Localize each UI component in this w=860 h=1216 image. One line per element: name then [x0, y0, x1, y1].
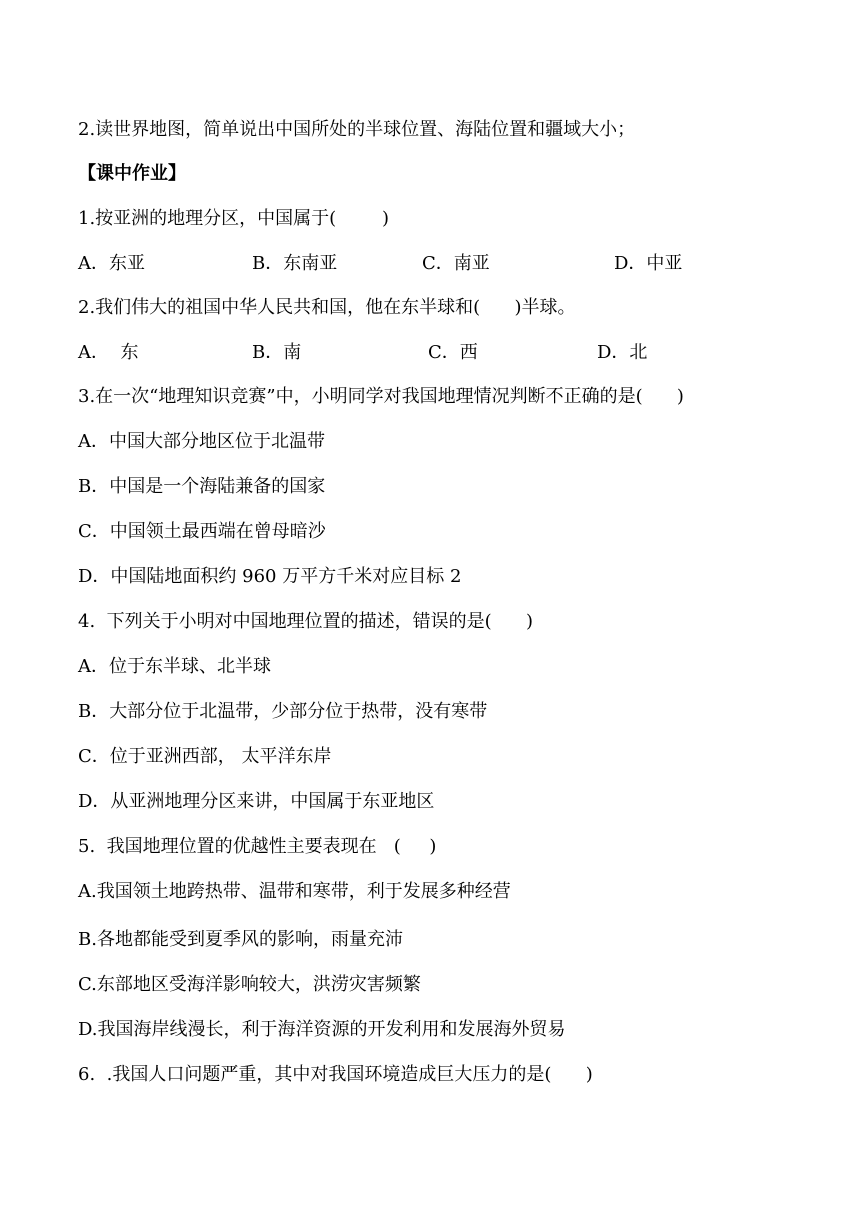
- question-4-option-a: A．位于东半球、北半球: [78, 656, 271, 677]
- question-5-text: 5. 我国地理位置的优越性主要表现在 ( ): [78, 836, 437, 857]
- question-2-options: [78, 341, 648, 365]
- question-1-text: 1.按亚洲的地理分区，中国属于( ): [78, 208, 389, 229]
- question-2-option-a: A． 东: [78, 342, 139, 363]
- question-3-option-d: D．中国陆地面积约 960 万平方千米对应目标 2: [78, 566, 462, 587]
- question-4-text: 4. 下列关于小明对中国地理位置的描述，错误的是( ): [78, 611, 533, 632]
- question-4-option-c: C．位于亚洲西部， 太平洋东岸: [78, 746, 332, 767]
- question-2-option-b: B．南: [252, 342, 302, 363]
- question-3-text: 3.在一次“地理知识竞赛”中，小明同学对我国地理情况判断不正确的是( ): [78, 386, 684, 407]
- question-5-option-a: A.我国领土地跨热带、温带和寒带，利于发展多种经营: [78, 881, 511, 902]
- question-1-option-b: B．东南亚: [252, 253, 338, 274]
- question-1-option-a: A．东亚: [78, 253, 145, 274]
- question-2-option-d: D．北: [597, 342, 648, 363]
- question-4-option-d: D．从亚洲地理分区来讲，中国属于东亚地区: [78, 791, 435, 812]
- question-5-option-c: C.东部地区受海洋影响较大，洪涝灾害频繁: [78, 974, 421, 995]
- question-3-option-b: B．中国是一个海陆兼备的国家: [78, 476, 326, 497]
- question-5-option-b: B.各地都能受到夏季风的影响，雨量充沛: [78, 929, 403, 950]
- question-3-option-a: A．中国大部分地区位于北温带: [78, 431, 325, 452]
- question-1-option-d: D．中亚: [614, 253, 683, 274]
- question-4-option-b: B．大部分位于北温带，少部分位于热带，没有寒带: [78, 701, 488, 722]
- question-3-option-c: C．中国领土最西端在曾母暗沙: [78, 521, 326, 542]
- question-1-option-c: C．南亚: [422, 253, 490, 274]
- question-6-text: 6. .我国人口问题严重，其中对我国环境造成巨大压力的是( ): [78, 1064, 593, 1085]
- question-1-options: [78, 252, 683, 276]
- question-2-map-reading: 2.读世界地图，简单说出中国所处的半球位置、海陆位置和疆域大小；: [78, 119, 636, 140]
- section-heading-classwork: 【课中作业】: [78, 163, 186, 184]
- question-5-option-d: D.我国海岸线漫长，利于海洋资源的开发利用和发展海外贸易: [78, 1019, 566, 1040]
- question-2-text: 2.我们伟大的祖国中华人民共和国，他在东半球和( )半球。: [78, 297, 576, 318]
- question-2-option-c: C．西: [428, 342, 478, 363]
